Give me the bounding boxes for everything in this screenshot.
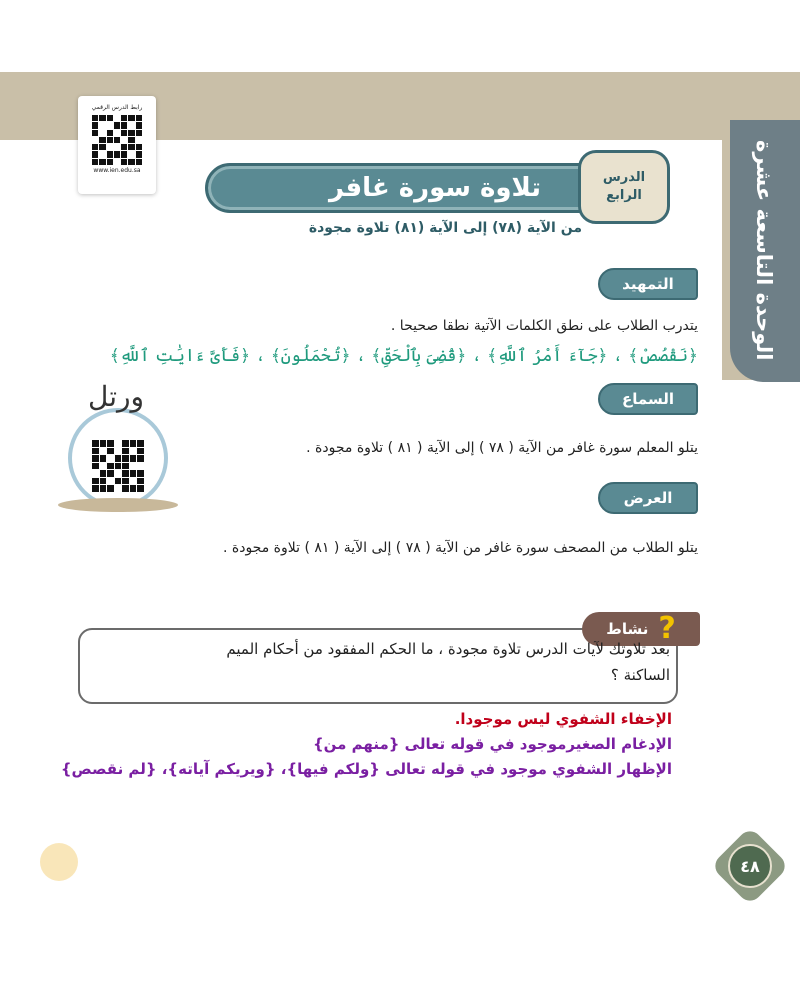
- qr-url[interactable]: www.ien.edu.sa: [93, 167, 141, 174]
- lesson-number-badge: [578, 150, 670, 224]
- qr-code-icon[interactable]: [92, 440, 144, 492]
- publisher-logo-icon: [40, 843, 78, 881]
- unit-title: الوحدة التاسعة عشرة: [752, 139, 776, 361]
- qr-label: رابط الدرس الرقمي: [91, 104, 143, 111]
- quran-stand-icon: [58, 498, 178, 512]
- answer-line: الإخفاء الشفوي ليس موجودا.: [454, 710, 672, 728]
- lesson-title-banner: [205, 163, 625, 213]
- activity-label: نشاط: [606, 620, 649, 638]
- lesson-title: تلاوة سورة غافر: [328, 173, 542, 203]
- badge-line-1: الدرس: [602, 170, 646, 186]
- recitation-illustration: [58, 380, 178, 530]
- presentation-text: يتلو الطلاب من المصحف سورة غافر من الآية ( ٧٨ ) إلى الآية ( ٨١ ) تلاوة مجودة .: [222, 540, 698, 556]
- section-listening-heading: السماع: [598, 383, 698, 415]
- intro-text: يتدرب الطلاب على نطق الكلمات الآتية نطقا صحيحا .: [390, 318, 698, 334]
- quran-words: ﴿نَقْصُصْ﴾ ، ﴿جَآءَ أَمْرُ ٱللَّهِ﴾ ، ﴿قُضِىَ بِٱلْحَقِّ﴾ ، ﴿تُحْمَلُونَ﴾ ، ﴿فَأَىَّ ءَايَٰتِ ٱللَّهِ﴾: [109, 346, 698, 366]
- section-presentation-heading: العرض: [598, 482, 698, 514]
- page-number-badge: [722, 838, 778, 894]
- digital-lesson-qr-card[interactable]: [78, 96, 156, 194]
- section-intro-heading: التمهيد: [598, 268, 698, 300]
- answer-line: الإدغام الصغيرموجود في قوله تعالى {منهم من}: [312, 735, 672, 753]
- question-mark-icon: ?: [658, 611, 676, 646]
- answer-line: الإظهار الشفوي موجود في قوله تعالى {ولكم فيها}، {ويريكم آياته}، {لم نقصص}: [60, 760, 672, 778]
- lesson-subtitle: من الآية (٧٨) إلى الآية (٨١) تلاوة مجودة: [308, 220, 582, 236]
- activity-question: بعد تلاوتك لآيات الدرس تلاوة مجودة ، ما الحكم المفقود من أحكام الميم الساكنة ؟: [226, 640, 670, 685]
- page-number: ٤٨: [728, 844, 772, 888]
- listening-text: يتلو المعلم سورة غافر من الآية ( ٧٨ ) إلى الآية ( ٨١ ) تلاوة مجودة .: [306, 440, 698, 456]
- qr-code-icon[interactable]: [92, 115, 142, 165]
- wartil-calligraphy: ورتل: [88, 380, 145, 413]
- badge-line-2: الرابع: [606, 188, 642, 203]
